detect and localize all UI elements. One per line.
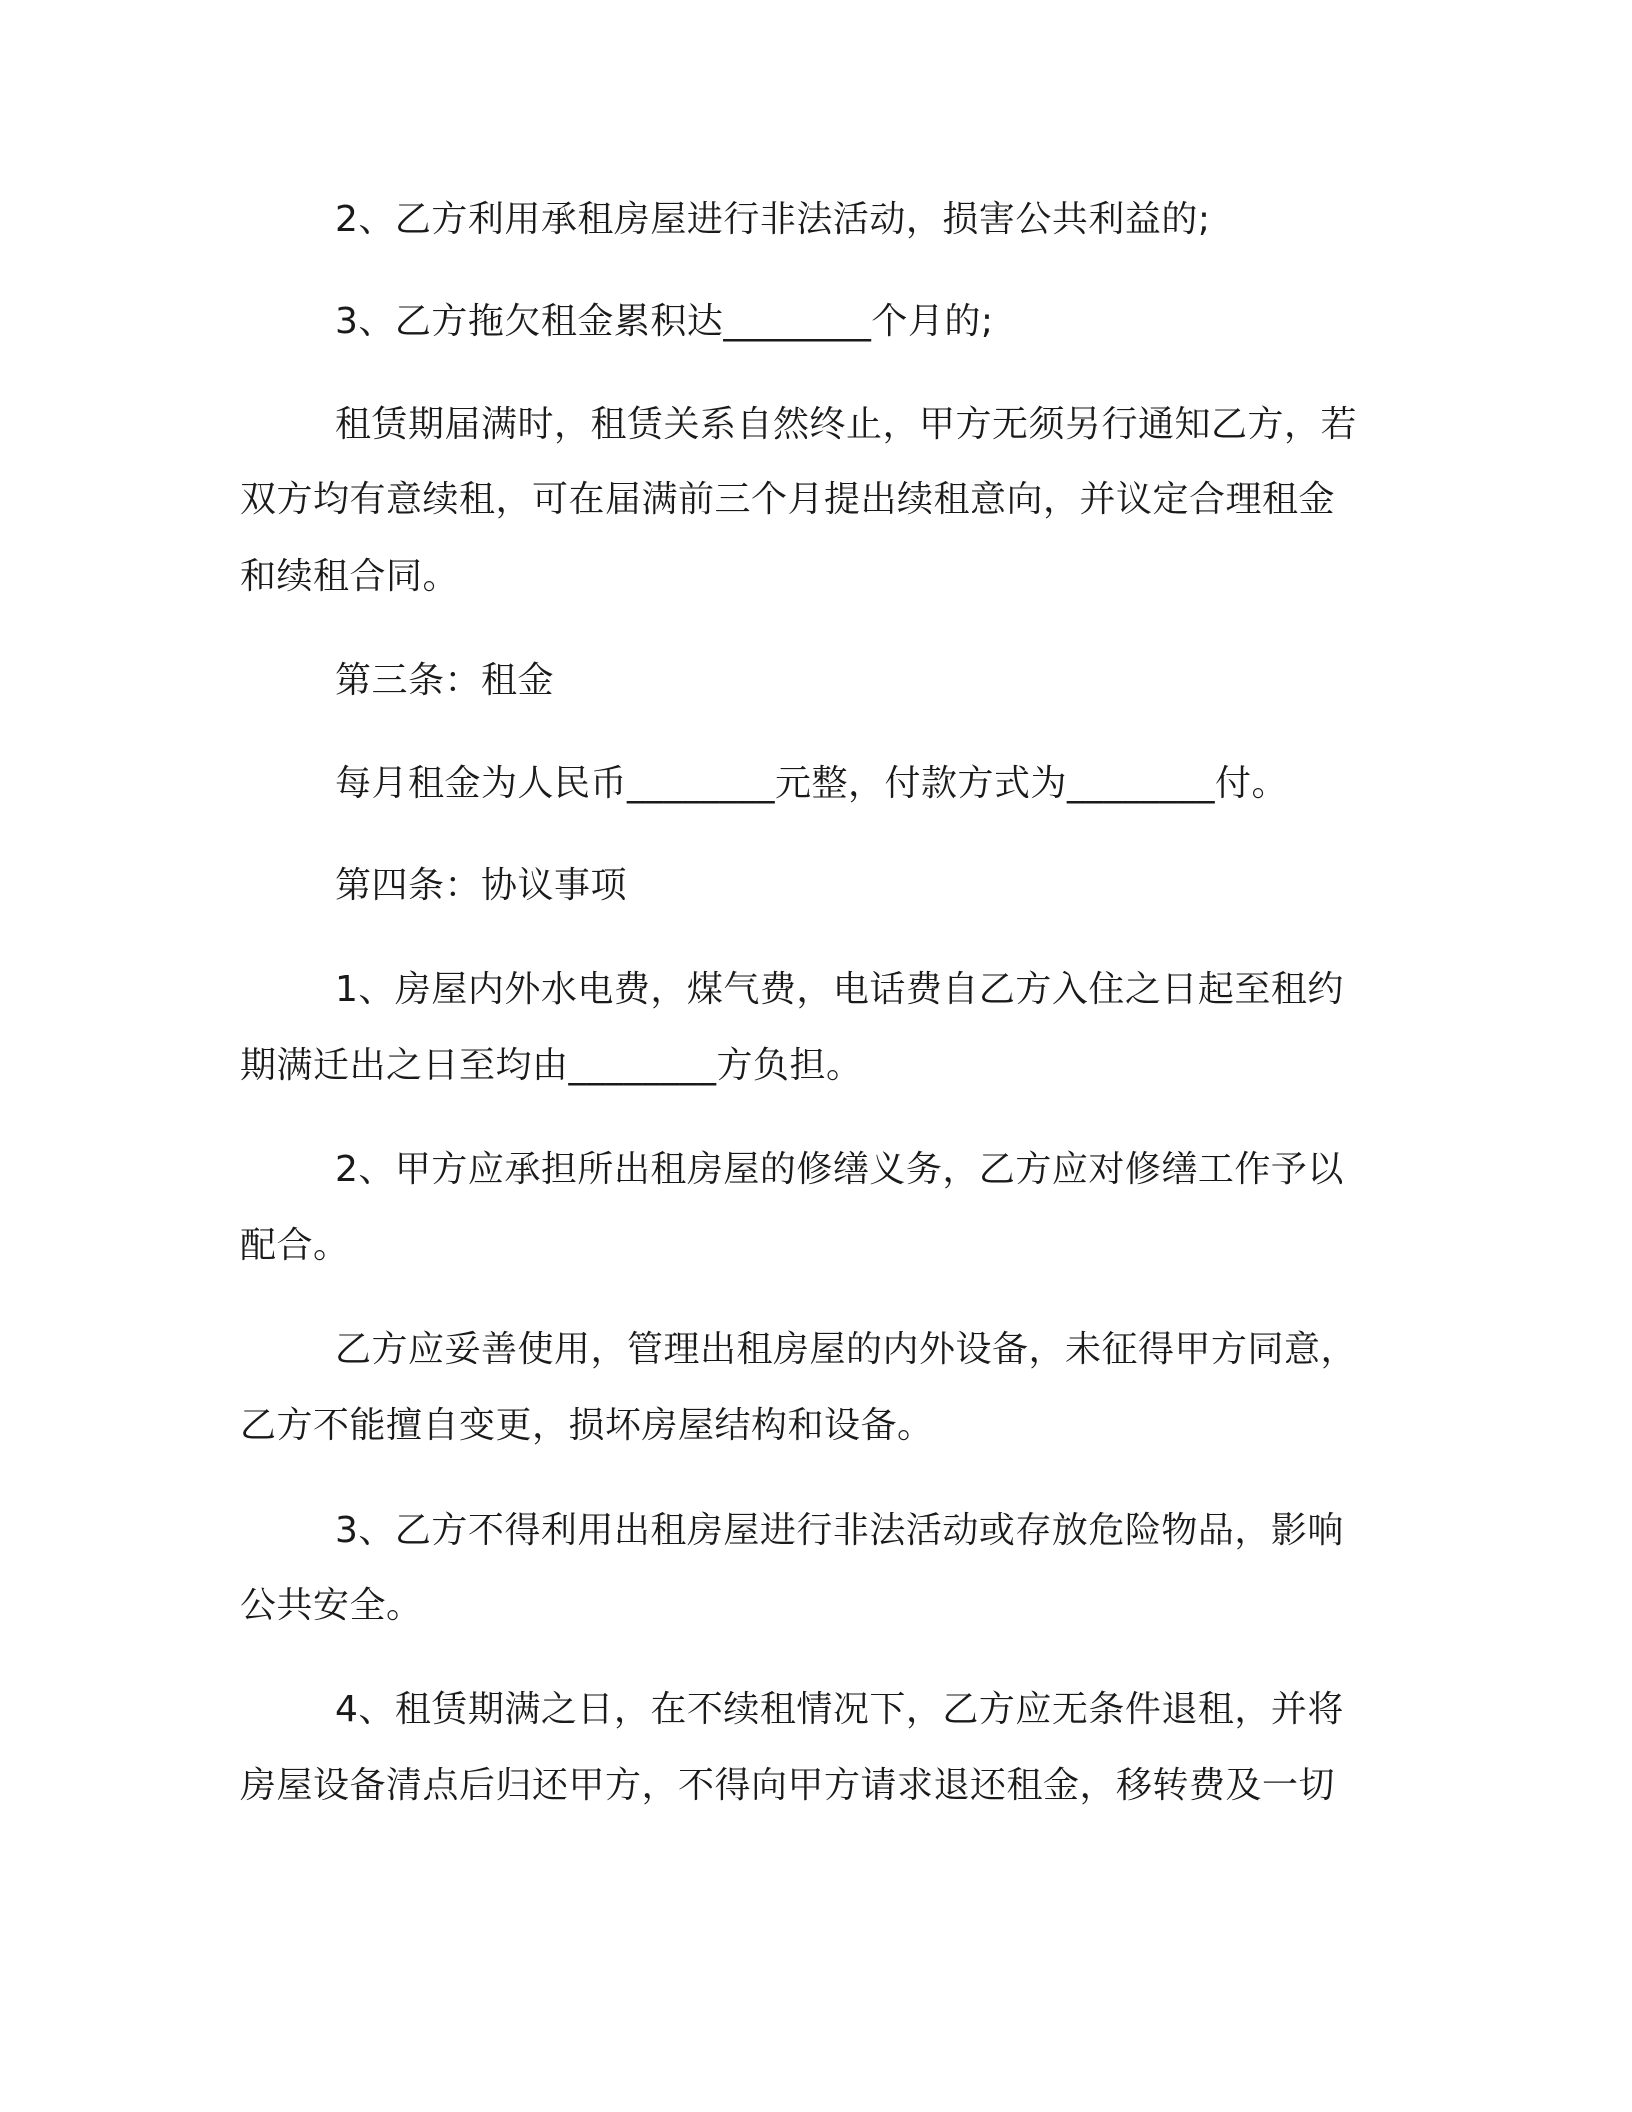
article-4-heading: 第四条：协议事项 (335, 865, 628, 906)
clause-3-rent-arrears: 3、乙方拖欠租金累积达________个月的; (335, 301, 994, 342)
equipment-clause-line-1: 乙方应妥善使用，管理出租房屋的内外设备，未征得甲方同意， (335, 1329, 1358, 1370)
lease-expiry-paragraph-line-3: 和续租合同。 (240, 556, 460, 597)
clause-2-illegal-activity: 2、乙方利用承租房屋进行非法活动，损害公共利益的; (335, 199, 1211, 240)
monthly-rent-line: 每月租金为人民币________元整，付款方式为________付。 (335, 763, 1289, 804)
utilities-clause-line-2: 期满迁出之日至均由________方负担。 (240, 1045, 863, 1086)
expiry-return-clause-line-2: 房屋设备清点后归还甲方，不得向甲方请求退还租金，移转费及一切 (240, 1765, 1336, 1806)
utilities-clause-line-1: 1、房屋内外水电费，煤气费，电话费自乙方入住之日起至租约 (335, 969, 1344, 1010)
repair-clause-line-2: 配合。 (240, 1225, 350, 1266)
safety-clause-line-1: 3、乙方不得利用出租房屋进行非法活动或存放危险物品，影响 (335, 1510, 1344, 1551)
equipment-clause-line-2: 乙方不能擅自变更，损坏房屋结构和设备。 (240, 1405, 934, 1446)
article-3-heading: 第三条：租金 (335, 660, 555, 701)
safety-clause-line-2: 公共安全。 (240, 1585, 423, 1626)
lease-expiry-paragraph-line-2: 双方均有意续租，可在届满前三个月提出续租意向，并议定合理租金 (240, 479, 1336, 520)
lease-expiry-paragraph-line-1: 租赁期届满时，租赁关系自然终止，甲方无须另行通知乙方，若 (335, 404, 1358, 445)
expiry-return-clause-line-1: 4、租赁期满之日，在不续租情况下，乙方应无条件退租，并将 (335, 1689, 1344, 1730)
repair-clause-line-1: 2、甲方应承担所出租房屋的修缮义务，乙方应对修缮工作予以 (335, 1149, 1344, 1190)
